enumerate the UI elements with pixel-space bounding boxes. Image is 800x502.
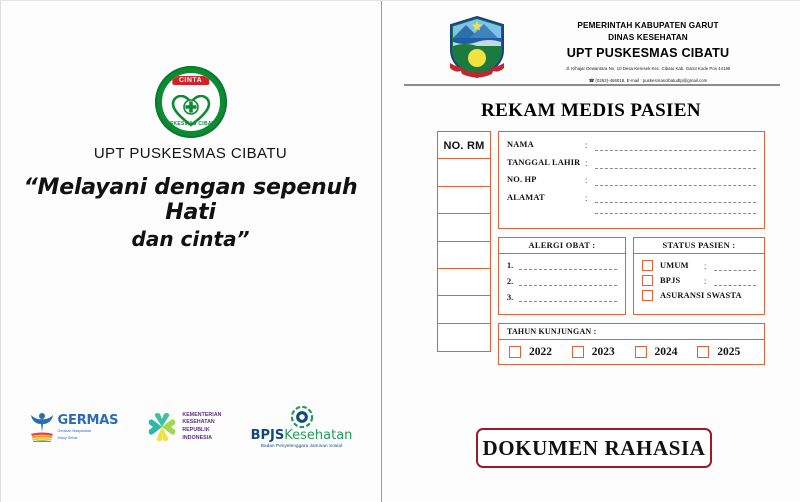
confidential-stamp-label: DOKUMEN RAHASIA <box>482 435 706 460</box>
write-line <box>519 260 617 270</box>
visit-year-box <box>498 323 765 365</box>
letterhead-line-1: PEMERINTAH KABUPATEN GARUT <box>577 21 719 30</box>
write-line <box>519 292 617 302</box>
checkbox-year-2024[interactable] <box>635 346 647 358</box>
sheet-left-edge <box>0 0 1 502</box>
letterhead-line-3: UPT PUSKESMAS CIBATU <box>566 45 730 60</box>
bpjs-word-bold: BPJS <box>250 428 285 443</box>
year-label-2025: 2025 <box>717 346 741 358</box>
kemenkes-text-block <box>182 412 221 442</box>
letterhead-divider <box>404 84 780 86</box>
back-cover-title: UPT PUSKESMAS CIBATU <box>93 145 288 162</box>
page-fold-line <box>381 0 382 502</box>
year-option-2024[interactable] <box>635 346 692 358</box>
letterhead <box>396 16 788 84</box>
germas-tagline-1: Gerakan Masyarakat <box>57 429 91 434</box>
bpjs-emblem-icon <box>291 406 313 428</box>
logo-inner-disc <box>160 71 222 133</box>
patient-status-box <box>633 237 765 315</box>
motto-line-1: “Melayani dengan sepenuh Hati <box>23 175 358 225</box>
kemenkes-line-1: KEMENTERIAN <box>182 411 222 418</box>
write-line <box>714 261 756 271</box>
rm-cell[interactable] <box>437 323 491 352</box>
puskesmas-logo-wrap <box>0 66 381 138</box>
field-alamat <box>507 192 756 214</box>
allergy-item-number: 2. <box>507 277 514 286</box>
letterhead-contact: ☎ (0262)-466018, E-mail : puskesmascibatudtp@gmail.com <box>588 77 708 83</box>
write-line <box>595 203 756 214</box>
back-cover-panel <box>0 0 381 502</box>
kemenkes-logo <box>147 412 221 442</box>
logo-banner-label: CINTA <box>172 76 209 85</box>
field-tanggal-lahir <box>507 157 756 169</box>
field-tanggal-lahir-label: TANGGAL LAHIR <box>507 157 581 167</box>
write-line <box>595 192 756 203</box>
record-form <box>437 131 765 365</box>
checkbox-year-2023[interactable] <box>572 346 584 358</box>
allergy-item-number: 3. <box>507 293 514 302</box>
bpjs-word-light: Kesehatan <box>284 428 353 443</box>
year-label-2023: 2023 <box>591 346 615 358</box>
kemenkes-line-3: REPUBLIK <box>182 427 210 433</box>
rm-column-header <box>437 131 491 160</box>
germas-tagline-2: Hidup Sehat <box>57 435 78 440</box>
allergy-box-body <box>499 254 625 314</box>
partner-logo-strip <box>0 392 381 462</box>
status-option-umum[interactable] <box>642 260 756 271</box>
status-option-umum-colon: : <box>704 260 707 271</box>
write-line <box>595 174 756 186</box>
letterhead-address: Jl. Kihajar Dewantara No. 10 Desa Keresek Kec. Cibatu Kab. Garut Kode Pos 44185 <box>565 65 731 71</box>
confidential-stamp <box>476 428 712 468</box>
field-tanggal-lahir-input[interactable] <box>595 157 756 169</box>
field-alamat-colon: : <box>585 192 588 203</box>
field-alamat-label: ALAMAT <box>507 192 545 202</box>
field-no-hp-colon: : <box>585 175 588 185</box>
letterhead-line-2: DINAS KESEHATAN <box>608 32 688 42</box>
motto-block <box>0 175 381 251</box>
status-option-asuransi-swasta-label: ASURANSI SWASTA <box>660 291 742 300</box>
form-middle-row <box>498 237 765 315</box>
field-nama-input[interactable] <box>595 139 756 151</box>
year-option-2023[interactable] <box>572 346 629 358</box>
kemenkes-line-4: INDONESIA <box>182 434 213 441</box>
write-line <box>595 139 756 151</box>
field-no-hp-input[interactable] <box>595 174 756 186</box>
sheet-top-edge <box>0 0 800 1</box>
allergy-box-header: ALERGI OBAT : <box>499 238 625 254</box>
status-option-asuransi-swasta[interactable] <box>642 290 756 301</box>
field-tanggal-lahir-colon: : <box>585 157 588 168</box>
form-top-row <box>437 131 765 365</box>
status-option-umum-label: UMUM <box>660 261 689 270</box>
visit-year-body <box>499 340 764 364</box>
year-label-2024: 2024 <box>654 346 678 358</box>
field-no-hp-label: NO. HP <box>507 175 537 184</box>
checkbox-year-2022[interactable] <box>509 346 521 358</box>
logo-arc-label: PUSKESMAS CIBATU <box>162 121 219 127</box>
motto-line-2: dan cinta” <box>131 227 250 251</box>
write-line <box>714 276 756 286</box>
year-label-2022: 2022 <box>529 346 552 358</box>
identity-box <box>498 131 765 229</box>
front-cover-panel <box>382 0 800 502</box>
germas-figure-icon <box>29 412 55 442</box>
year-option-2025[interactable] <box>697 346 754 358</box>
checkbox-umum[interactable] <box>642 260 653 271</box>
rm-cell[interactable] <box>437 295 491 324</box>
rm-number-column <box>437 131 491 350</box>
status-option-bpjs-label: BPJS <box>660 276 681 285</box>
field-nama-colon: : <box>585 140 588 150</box>
patient-status-body <box>634 254 764 311</box>
allergy-item-number: 1. <box>507 261 514 270</box>
field-no-hp <box>507 174 756 186</box>
germas-wordmark: GERMAS <box>57 413 119 429</box>
patient-status-header: STATUS PASIEN : <box>634 238 764 254</box>
allergy-box <box>498 237 626 315</box>
bpjs-tagline: Badan Penyelenggara Jaminan Sosial <box>260 443 343 448</box>
letterhead-text <box>506 16 788 84</box>
visit-year-header: TAHUN KUNJUNGAN : <box>499 324 764 340</box>
status-option-bpjs[interactable] <box>642 275 756 286</box>
checkbox-year-2025[interactable] <box>697 346 709 358</box>
germas-text-block <box>58 414 119 440</box>
checkbox-asuransi-swasta[interactable] <box>642 290 653 301</box>
form-right-column <box>498 131 765 365</box>
rm-cell[interactable] <box>437 158 491 187</box>
puskesmas-cinta-logo <box>155 66 227 138</box>
page-title: REKAM MEDIS PASIEN <box>480 100 702 121</box>
rm-cell[interactable] <box>437 213 491 242</box>
field-nama-label: NAMA <box>507 140 534 149</box>
rm-cell[interactable] <box>437 241 491 270</box>
garut-regency-emblem <box>448 16 506 78</box>
kemenkes-clover-icon <box>147 412 177 442</box>
bpjs-logo <box>251 406 353 448</box>
status-option-bpjs-colon: : <box>704 275 707 286</box>
bpjs-wordmark <box>251 429 353 442</box>
year-option-2022[interactable] <box>509 346 566 358</box>
allergy-item[interactable] <box>507 260 617 270</box>
allergy-item[interactable] <box>507 276 617 286</box>
field-nama <box>507 139 756 151</box>
write-line <box>519 276 617 286</box>
field-alamat-input[interactable] <box>595 192 756 214</box>
write-line <box>595 157 756 169</box>
rm-cell[interactable] <box>437 268 491 297</box>
checkbox-bpjs[interactable] <box>642 275 653 286</box>
rm-cell[interactable] <box>437 186 491 215</box>
rm-header-label: NO. RM <box>443 139 485 152</box>
germas-logo <box>29 412 119 442</box>
kemenkes-line-2: KESEHATAN <box>182 419 215 426</box>
allergy-item[interactable] <box>507 292 617 302</box>
